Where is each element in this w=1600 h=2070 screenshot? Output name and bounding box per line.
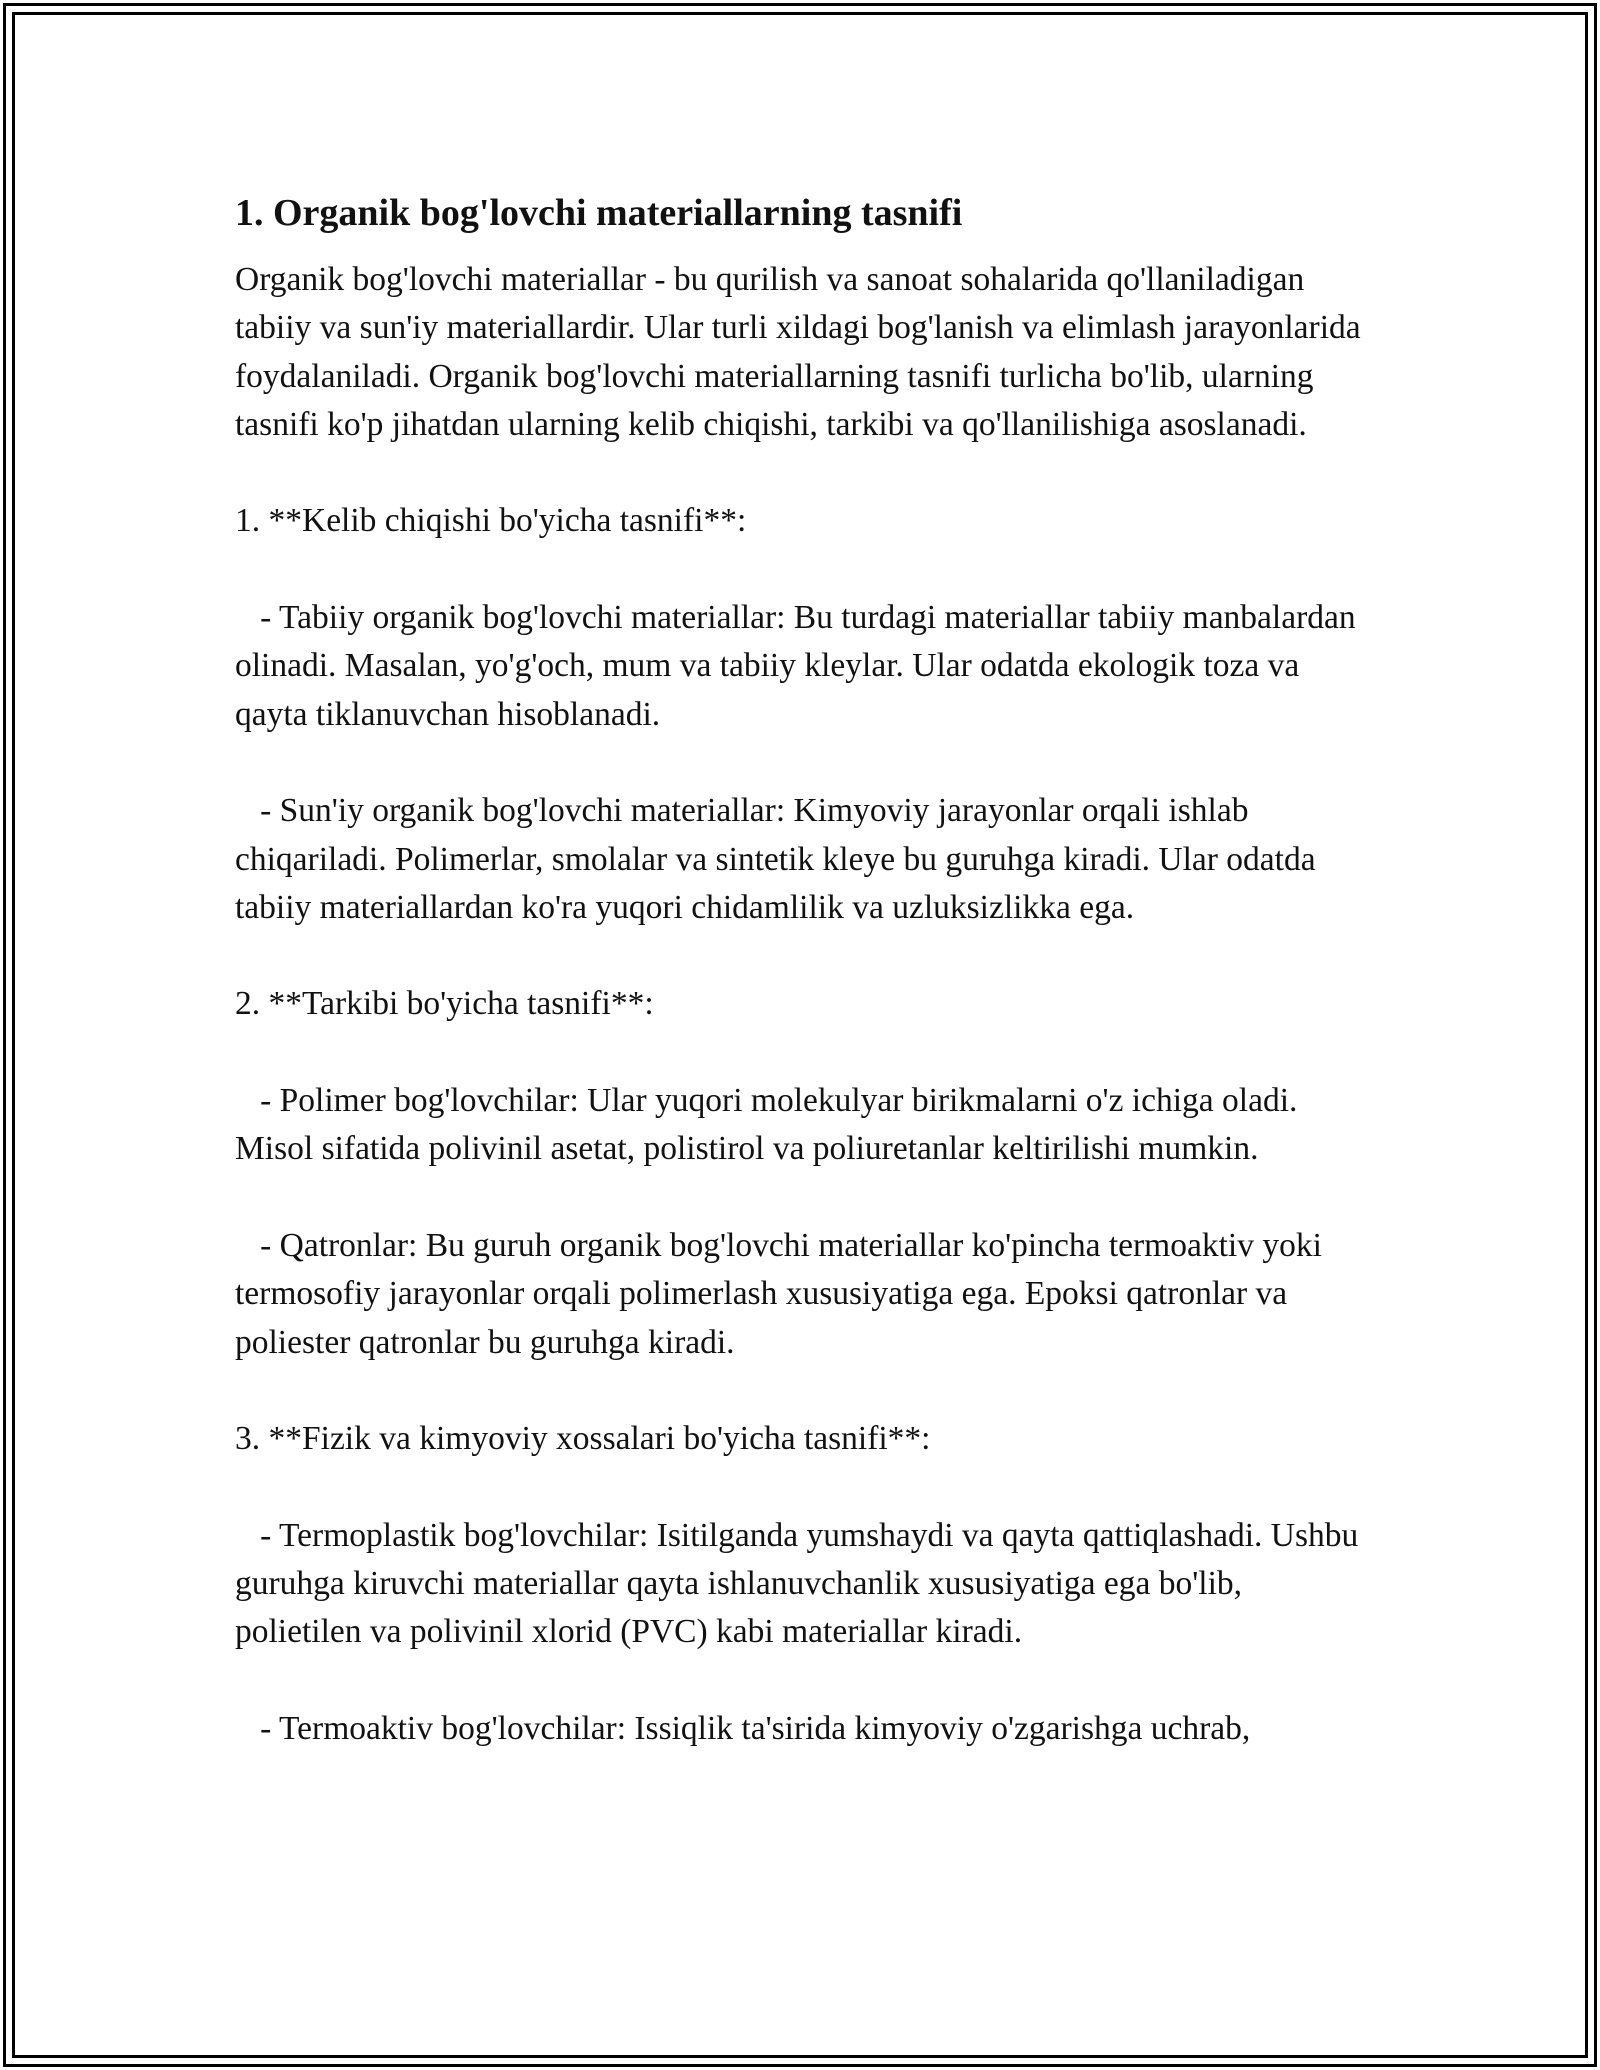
intro-paragraph: Organik bog'lovchi materiallar - bu qurilish va sanoat sohalarida qo'llaniladigan tabiiy va sun'iy materiallardir. Ular turli xildagi bog'lanish va elimlash jarayonlarida foydalaniladi. Organik bog'lovchi materiallarning tasnifi turlicha bo'lib, ularning tasnifi ko'p jihatdan ularning kelib chiqishi, tarkibi va qo'llanilishiga asoslanadi.	[235, 261, 1370, 443]
list-item-synthetic: - Sun'iy organik bog'lovchi materiallar: Kimyoviy jarayonlar orqali ishlab chiqariladi. Polimerlar, smolalar va sintetik kleye bu guruhga kiradi. Ular odatda tabiiy materiallardan ko'ra yuqori chidamlilik va uzluksizlikka ega.	[235, 792, 1324, 926]
list-item-thermoplastic: - Termoplastik bog'lovchilar: Isitilganda yumshaydi va qayta qattiqlashadi. Ushbu guruhga kiruvchi materiallar qayta ishlanuvchanlik xususiyatiga ega bo'lib, polietilen va polivinil xlorid (PVC) kabi materiallar kiradi.	[235, 1516, 1367, 1651]
section-heading-properties: 3. **Fizik va kimyoviy xossalari bo'yicha tasnifi**:	[235, 1420, 931, 1458]
list-item-thermoset: - Termoaktiv bog'lovchilar: Issiqlik ta'sirida kimyoviy o'zgarishga uchrab,	[235, 1709, 1251, 1747]
list-item-polymer: - Polimer bog'lovchilar: Ular yuqori molekulyar birikmalarni o'z ichiga oladi. Misol sifatida polivinil asetat, polistirol va poliuretanlar keltirilishi mumkin.	[235, 1082, 1306, 1168]
list-item-resins: - Qatronlar: Bu guruh organik bog'lovchi materiallar ko'pincha termoaktiv yoki termosofiy jarayonlar orqali polimerlash xususiyatiga ega. Epoksi qatronlar va poliester qatronlar bu guruhga kiradi.	[235, 1226, 1331, 1361]
list-item-natural: - Tabiiy organik bog'lovchi materiallar: Bu turdagi materiallar tabiiy manbalardan olinadi. Masalan, yo'g'och, mum va tabiiy kleylar. Ular odatda ekologik toza va qayta tiklanuvchan hisoblanadi.	[235, 599, 1365, 733]
section-heading-composition: 2. **Tarkibi bo'yicha tasnifi**:	[235, 985, 654, 1023]
section-heading-origin: 1. **Kelib chiqishi bo'yicha tasnifi**:	[235, 502, 747, 540]
document-body	[235, 188, 1375, 1753]
document-title: 1. Organik bog'lovchi materiallarning tasnifi	[235, 192, 963, 234]
